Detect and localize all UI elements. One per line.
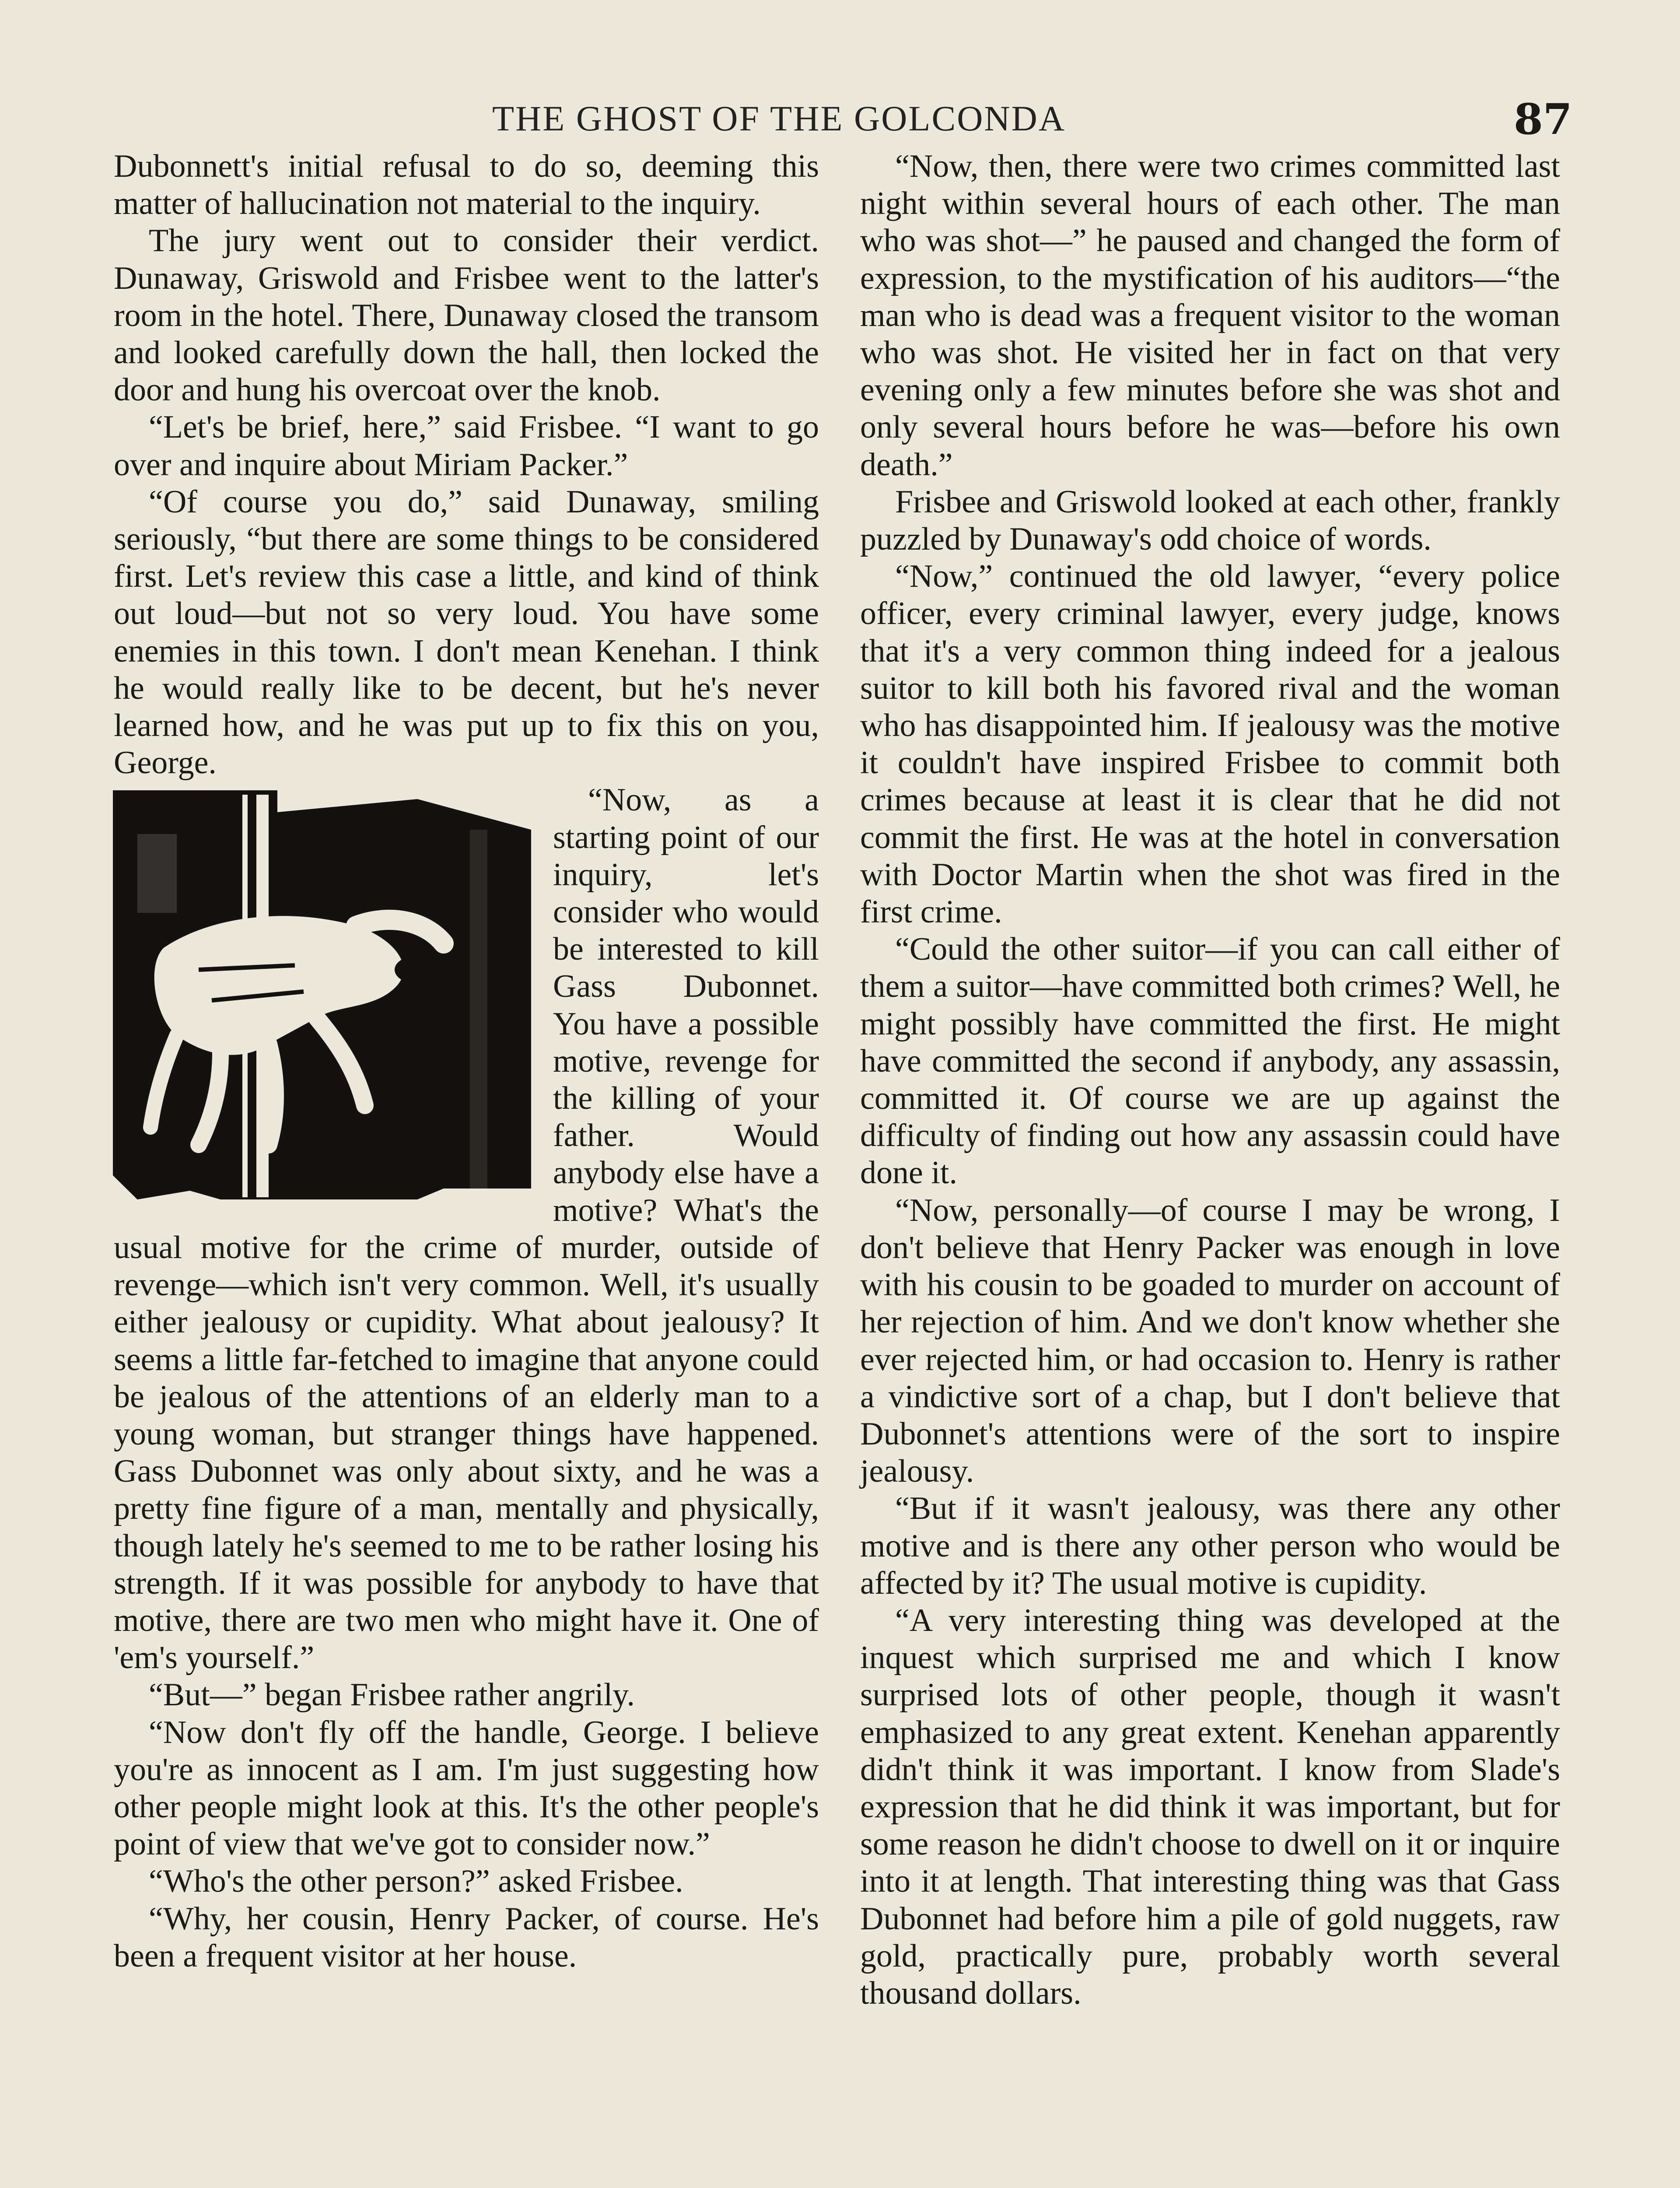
paragraph: “Let's be brief, here,” said Frisbee. “I want to go over and inquire about Miriam Packer.”	[114, 409, 819, 483]
paragraph: “A very interesting thing was developed at the inquest which surprised me and which I know surprised lots of other people, though it wasn't emphasized to any great extent. Kenehan apparently didn't think it was important. I know from Slade's expression that he did think it was important, but for some reason he didn't choose to dwell on it or inquire into it at length. That interesting thing was that Gass Dubonnet had before him a pile of gold nuggets, raw gold, practically pure, probably worth several thousand dollars.	[860, 1602, 1560, 2011]
right-column	[860, 148, 1560, 2012]
paragraph: Frisbee and Griswold looked at each other, frankly puzzled by Dunaway's odd choice of words.	[860, 484, 1560, 558]
paragraph: “Now,” continued the old lawyer, “every police officer, every criminal lawyer, every judge, knows that it's a very common thing indeed for a jealous suitor to kill both his favored rival and the woman who has disappointed him. If jealousy was the motive it couldn't have inspired Frisbee to commit both crimes because at least it is clear that he did not commit the first. He was at the hotel in conversation with Doctor Martin when the shot was fired in the first crime.	[860, 558, 1560, 930]
paragraph: “Now, then, there were two crimes committed last night within several hours of each other. The man who was shot—” he paused and changed the form of expression, to the mystification of his auditors—“the man who is dead was a frequent visitor to the woman who was shot. He visited her in fact on that very evening only a few minutes before she was shot and only several hours before he was—before his own death.”	[860, 148, 1560, 483]
paragraph: “Now, personally—of course I may be wrong, I don't believe that Henry Packer was enough in love with his cousin to be goaded to murder on account of her rejection of him. And we don't know whether she ever rejected him, or had occasion to. Henry is rather a vindictive sort of a chap, but I don't believe that Dubonnet's attentions were of the sort to inspire jealousy.	[860, 1192, 1560, 1490]
paragraph: The jury went out to consider their verdict. Dunaway, Griswold and Frisbee went to the latter's room in the hotel. There, Dunaway closed the transom and looked carefully down the hall, then locked the door and hung his overcoat over the knob.	[114, 223, 819, 408]
left-column	[114, 148, 819, 1975]
paragraph: “Who's the other person?” asked Frisbee.	[149, 1863, 683, 1900]
running-title: THE GHOST OF THE GOLCONDA	[492, 98, 1066, 138]
paragraph: “But—” began Frisbee rather angrily.	[149, 1677, 635, 1713]
hand-at-door-illustration	[111, 782, 531, 1204]
paragraph: “But if it wasn't jealousy, was there any other motive and is there any other person who would be affected by it? The usual motive is cupidity.	[860, 1490, 1560, 1601]
paragraph: “Now, as a starting point of our inquiry, let's consider who would be interested to kill Gass Dubonnet. You have a possible motive, revenge for the killing of your father. Would anybody else have a motive? What's the usual motive for the crime of murder, outside of revenge—which isn't very common. Well, it's usually either jealousy or cupidity. What about jealousy? It seems a little far-fetched to imagine that anyone could be jealous of the attentions of an elderly man to a young woman, but stranger things have happened. Gass Dubonnet was only about sixty, and he was a pretty fine figure of a man, mentally and physically, though lately he's seemed to me to be rather losing his strength. If it was possible for anybody to have that motive, there are two men who might have it. One of 'em's yourself.”	[114, 782, 819, 1676]
paragraph: “Why, her cousin, Henry Packer, of course. He's been a frequent visitor at her house.	[114, 1900, 819, 1974]
page-number: 87	[1514, 95, 1572, 144]
paragraph: “Of course you do,” said Dunaway, smiling seriously, “but there are some things to be considered first. Let's review this case a little, and kind of think out loud—but not so very loud. You have some enemies in this town. I don't mean Kenehan. I think he would really like to be decent, but he's never learned how, and he was put up to fix this on you, George.	[114, 484, 819, 781]
paragraph: “Now don't fly off the handle, George. I believe you're as innocent as I am. I'm just suggesting how other people might look at this. It's the other people's point of view that we've got to consider now.”	[114, 1714, 819, 1862]
page-header	[0, 95, 1680, 146]
wrap-block	[114, 782, 819, 1676]
paragraph: Dubonnett's initial refusal to do so, deeming this matter of hallucination not material to the inquiry.	[114, 148, 819, 222]
paragraph: “Could the other suitor—if you can call either of them a suitor—have committed both crimes? Well, he might possibly have committed the first. He might have committed the second if anybody, any assassin, committed it. Of course we are up against the difficulty of finding out how any assassin could have done it.	[860, 931, 1560, 1191]
